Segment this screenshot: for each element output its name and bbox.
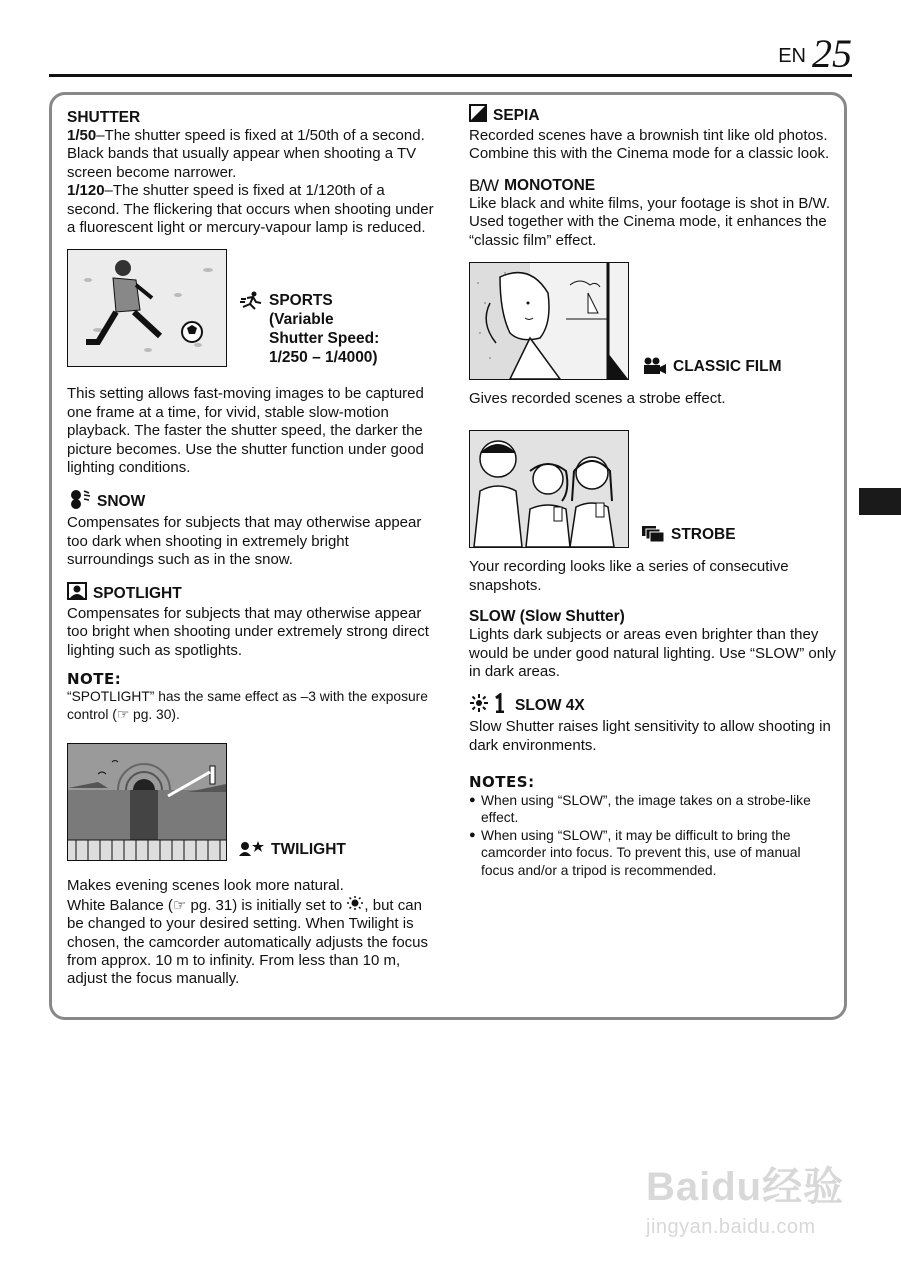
sports-illustration — [67, 249, 227, 367]
shutter-heading: SHUTTER — [67, 109, 141, 126]
classic-film-caption: CLASSIC FILM — [641, 357, 782, 380]
right-column — [469, 104, 837, 879]
strobe-illustration — [469, 430, 629, 548]
sports-icon — [239, 291, 263, 316]
slow-4x-icon — [469, 693, 509, 718]
sports-figure-row — [67, 249, 439, 367]
spotlight-icon — [67, 582, 87, 605]
spotlight-paragraph: Compensates for subjects that may otherwise appear too bright when shooting under extremely strong direct lighting such as spotlights. — [67, 604, 429, 659]
sun-icon — [346, 896, 364, 915]
sepia-icon — [469, 104, 487, 127]
sports-caption: SPORTS (Variable Shutter Speed: 1/250 – 1/4000) — [239, 291, 379, 367]
bw-icon: B/W — [469, 175, 499, 195]
snow-paragraph: Compensates for subjects that may otherwise appear too dark when shooting in extremely bright surroundings such as in the snow. — [67, 514, 422, 569]
left-column — [67, 108, 439, 989]
snow-heading: SNOW — [67, 489, 439, 514]
film-camera-icon — [641, 357, 667, 380]
spotlight-heading: SPOTLIGHT — [67, 582, 439, 605]
watermark-logo: Baidu经验 — [646, 1165, 845, 1209]
classic-film-paragraph: Gives recorded scenes a strobe effect. — [469, 390, 726, 408]
sepia-paragraph: Recorded scenes have a brownish tint like old photos. Combine this with the Cinema mode for a classic look. — [469, 127, 830, 163]
page-number: 25 — [812, 31, 852, 76]
sepia-heading: SEPIA — [469, 104, 837, 127]
twilight-paragraph-1: Makes evening scenes look more natural. — [67, 877, 344, 895]
twilight-illustration — [67, 743, 227, 861]
shutter-120-paragraph: 1/120–The shutter speed is fixed at 1/120th of a second. The flickering that occurs when shooting under a fluorescent light or mercury-vapour lamp is reduced. — [67, 182, 434, 237]
strobe-figure-row — [469, 430, 837, 548]
monotone-paragraph: Like black and white films, your footage is shot in B/W. Used together with the Cinema mode, it enhances the “classic film” effect. — [469, 194, 831, 249]
strobe-icon — [641, 525, 665, 548]
notes-list — [469, 792, 837, 880]
note-item: ● When using “SLOW”, the image takes on a strobe-like effect. — [469, 792, 811, 826]
classic-film-figure-row — [469, 262, 837, 380]
twilight-caption: TWILIGHT — [239, 840, 346, 861]
twilight-paragraph-2: White Balance (☞ pg. 31) is initially set to , but can be changed to your desired setting. When Twilight is chosen, the camcorder automatically adjusts the focus from approx. 10 m to infinity. From less than 10 m, adjust the focus manually. — [67, 896, 429, 988]
slow-paragraph: Lights dark subjects or areas even brighter than they would be under good natural lighting. Use “SLOW” only in dark areas. — [469, 626, 836, 681]
slow-heading: SLOW (Slow Shutter) — [469, 608, 625, 626]
slow-4x-paragraph: Slow Shutter raises light sensitivity to allow shooting in dark environments. — [469, 718, 831, 754]
slow-4x-heading: SLOW 4X — [469, 693, 837, 718]
strobe-paragraph: Your recording looks like a series of consecutive snapshots. — [469, 558, 789, 594]
shutter-50-paragraph: 1/50–The shutter speed is fixed at 1/50th of a second. Black bands that usually appear when shooting a TV screen become narrower. — [67, 127, 425, 181]
note-heading: NOTE: — [67, 669, 122, 688]
language-label: EN — [778, 45, 806, 67]
strobe-caption: STROBE — [641, 525, 736, 548]
notes-heading: NOTES: — [469, 773, 535, 792]
snow-icon — [67, 489, 91, 514]
classic-film-illustration — [469, 262, 629, 380]
monotone-heading: B/W MONOTONE — [469, 175, 596, 195]
section-tab — [859, 488, 901, 515]
baidu-watermark — [646, 1155, 846, 1245]
page-header — [49, 30, 852, 77]
note-paragraph: “SPOTLIGHT” has the same effect as –3 with the exposure control (☞ pg. 30). — [67, 689, 428, 722]
twilight-figure-row — [67, 743, 439, 861]
sports-paragraph: This setting allows fast-moving images to be captured one frame at a time, for vivid, stable slow-motion playback. The faster the shutter speed, the darker the picture becomes. Use the shutter function under good lighting conditions. — [67, 385, 424, 477]
twilight-icon — [239, 840, 265, 861]
note-item: ● When using “SLOW”, it may be difficult to bring the camcorder into focus. To prevent this, use of manual focus and/or a tripod is recommended. — [469, 827, 801, 878]
watermark-url: jingyan.baidu.com — [646, 1216, 816, 1238]
